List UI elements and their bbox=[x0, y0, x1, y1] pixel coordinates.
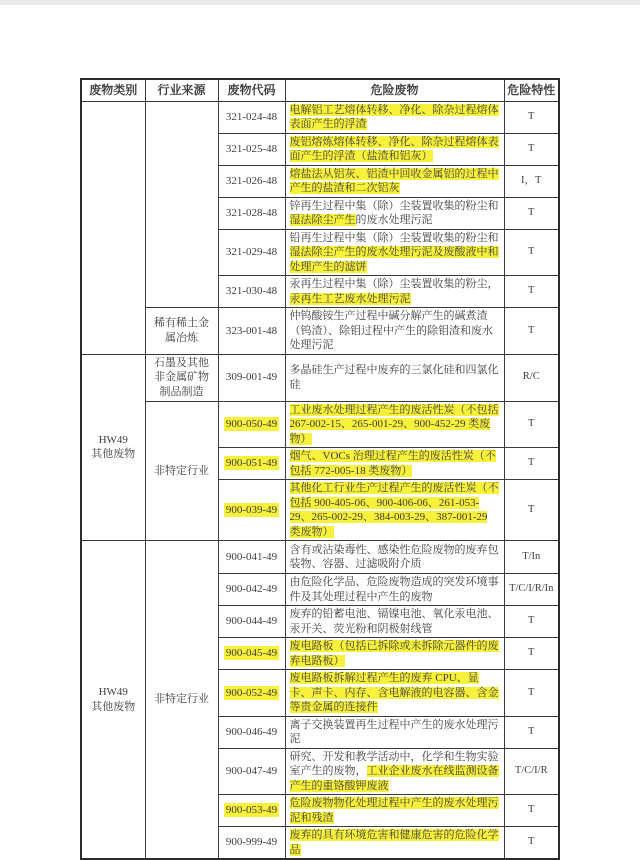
waste-code-cell: 900-047-49 bbox=[218, 748, 285, 795]
waste-code-cell bbox=[218, 670, 285, 717]
text-segment: 锌再生过程中集（除）尘装置收集的粉尘和 bbox=[289, 199, 499, 212]
highlight-segment: 废电路板（包括已拆除或未拆除元器件的废弃电路板） bbox=[289, 640, 499, 667]
hazardous-waste-cell bbox=[285, 716, 504, 748]
industry-source-cell: 稀有稀土金属冶炼 bbox=[145, 308, 218, 355]
highlight-segment: 废弃的具有环境危害和健康危害的危险化学品 bbox=[289, 829, 499, 856]
hazard-property-cell: T/In bbox=[504, 541, 559, 574]
text-segment: 研究、开发和教学活动中，化学和生物实验室产生的废物， bbox=[289, 750, 499, 777]
highlight-segment: 汞再生工艺废水处理污泥 bbox=[289, 292, 411, 305]
hazardous-waste-cell bbox=[285, 795, 504, 827]
hazard-property-cell: T bbox=[504, 795, 559, 827]
hazard-property-cell: T bbox=[504, 827, 559, 860]
waste-code-cell bbox=[218, 480, 285, 541]
highlight-segment: 烟气、VOCs 治理过程产生的废活性炭（不包括 772-005-18 类废物） bbox=[289, 450, 496, 477]
waste-code-cell bbox=[218, 401, 285, 448]
highlighted-code: 900-051-49 bbox=[225, 457, 278, 470]
hazardous-waste-cell bbox=[285, 574, 504, 606]
highlighted-code: 900-052-49 bbox=[225, 686, 278, 699]
table-row bbox=[81, 401, 559, 448]
text-segment: 汞再生过程中集（除）尘装置收集的粉尘， bbox=[289, 278, 499, 290]
category-name: 其他废物 bbox=[91, 448, 136, 461]
text-segment: 离子交换装置再生过程中产生的废水处理污泥 bbox=[289, 718, 499, 745]
text-segment: 仲钨酸铵生产过程中碱分解产生的碱煮渣（钨渣）、除钼过程中产生的除钼渣和废水处理污泥 bbox=[289, 310, 493, 351]
hazardous-waste-cell bbox=[285, 638, 504, 670]
industry-source-cell-empty bbox=[145, 101, 218, 308]
highlight-segment: 湿法除尘产生 bbox=[289, 214, 356, 226]
table-row bbox=[81, 308, 559, 355]
highlight-segment: 工业废水处理过程产生的废活性炭（不包括 267-002-15、265-001-29、900-452-29 类废物） bbox=[289, 403, 499, 445]
industry-source-cell: 非特定行业 bbox=[145, 541, 218, 860]
hazardous-waste-cell bbox=[285, 748, 504, 795]
category-code: HW49 bbox=[98, 686, 128, 698]
hazardous-waste-cell bbox=[285, 448, 504, 480]
hazardous-waste-cell bbox=[285, 229, 504, 276]
hazard-property-cell: T bbox=[504, 670, 559, 717]
header-hazardous-waste: 危险废物 bbox=[285, 79, 504, 101]
waste-category-cell-empty bbox=[81, 101, 145, 354]
hazardous-waste-cell bbox=[285, 480, 504, 541]
header-row bbox=[81, 79, 559, 101]
highlight-segment: 废电路板拆解过程产生的废弃 CPU、显卡、声卡、内存、含电解液的电容器、含金等贵金属的连接件 bbox=[289, 672, 499, 713]
waste-code-cell: 900-044-49 bbox=[218, 606, 285, 638]
highlight-segment: 其他化工行业生产过程产生的废活性炭（不包括 900-405-06、900-406-06、261-053-29、265-002-29、384-003-29、387-001-29 类废物） bbox=[289, 482, 499, 538]
waste-code-cell bbox=[218, 638, 285, 670]
hazardous-waste-cell bbox=[285, 197, 504, 229]
waste-code-cell: 321-025-48 bbox=[218, 133, 285, 165]
waste-code-cell: 321-029-48 bbox=[218, 229, 285, 276]
hazard-property-cell: T bbox=[504, 638, 559, 670]
text-segment: 多晶硅生产过程中废弃的三氯化硅和四氯化硅 bbox=[289, 364, 499, 391]
header-hazard-property: 危险特性 bbox=[504, 79, 559, 101]
hazardous-waste-table bbox=[80, 78, 560, 860]
highlighted-code: 900-039-49 bbox=[225, 503, 278, 516]
hazardous-waste-cell bbox=[285, 354, 504, 401]
waste-category-cell-hw49 bbox=[81, 354, 145, 541]
waste-code-cell: 309-001-49 bbox=[218, 354, 285, 401]
table-row bbox=[81, 101, 559, 133]
waste-code-cell: 900-042-49 bbox=[218, 574, 285, 606]
hazard-property-cell: T bbox=[504, 229, 559, 276]
waste-code-cell: 321-024-48 bbox=[218, 101, 285, 133]
industry-source-cell: 石墨及其他非金属矿物制品制造 bbox=[145, 354, 218, 401]
hazard-property-cell: T bbox=[504, 101, 559, 133]
hazard-property-cell: T bbox=[504, 197, 559, 229]
hazardous-waste-cell bbox=[285, 133, 504, 165]
hazardous-waste-cell bbox=[285, 165, 504, 197]
waste-code-cell: 900-999-49 bbox=[218, 827, 285, 860]
header-waste-category: 废物类别 bbox=[81, 79, 145, 101]
highlight-segment: 熔盐法从铝灰、铝渣中回收金属铝的过程中产生的盐渣和二次铝灰 bbox=[289, 167, 499, 194]
hazardous-waste-cell bbox=[285, 308, 504, 355]
waste-code-cell: 323-001-48 bbox=[218, 308, 285, 355]
waste-code-cell: 321-026-48 bbox=[218, 165, 285, 197]
waste-code-cell: 321-030-48 bbox=[218, 276, 285, 308]
waste-category-cell-hw49 bbox=[81, 541, 145, 860]
header-industry-source: 行业来源 bbox=[145, 79, 218, 101]
hazardous-waste-cell bbox=[285, 827, 504, 860]
highlighted-code: 900-045-49 bbox=[225, 647, 278, 660]
highlight-segment: 电解铝工艺熔体转移、净化、除杂过程熔体表面产生的浮渣 bbox=[289, 103, 499, 130]
hazardous-waste-cell bbox=[285, 670, 504, 717]
table-row bbox=[81, 541, 559, 574]
hazard-property-cell: T bbox=[504, 606, 559, 638]
highlighted-code: 900-050-49 bbox=[225, 418, 278, 430]
text-segment: 铅再生过程中集（除）尘装置收集的粉尘和 bbox=[289, 231, 499, 244]
hazard-property-cell: T bbox=[504, 716, 559, 748]
text-segment: 的废水处理污泥 bbox=[355, 214, 433, 226]
industry-source-cell: 非特定行业 bbox=[145, 401, 218, 541]
text-segment: 废弃的铅蓄电池、镉镍电池、氧化汞电池、汞开关、荧光粉和阴极射线管 bbox=[289, 608, 499, 635]
highlight-segment: 废铝熔炼熔体转移、净化、除杂过程熔体表面产生的浮渣（盐渣和铝灰） bbox=[289, 135, 499, 162]
hazard-property-cell: T bbox=[504, 276, 559, 308]
hazardous-waste-cell bbox=[285, 541, 504, 574]
waste-code-cell: 900-041-49 bbox=[218, 541, 285, 574]
category-code: HW49 bbox=[98, 433, 128, 446]
highlight-segment: 危险废物物化处理过程中产生的废水处理污泥和残渣 bbox=[289, 797, 499, 824]
hazard-property-cell: T/C/I/R bbox=[504, 748, 559, 795]
hazardous-waste-cell bbox=[285, 101, 504, 133]
hazard-property-cell: T bbox=[504, 308, 559, 355]
waste-code-cell: 321-028-48 bbox=[218, 197, 285, 229]
scan-edge-shadow bbox=[0, 0, 640, 5]
waste-code-cell: 900-046-49 bbox=[218, 716, 285, 748]
waste-code-cell bbox=[218, 448, 285, 480]
highlighted-code: 900-053-49 bbox=[225, 804, 278, 817]
text-segment: 含有或沾染毒性、感染性危险废物的废弃包装物、容器、过滤吸附介质 bbox=[289, 543, 499, 570]
waste-code-cell bbox=[218, 795, 285, 827]
hazard-property-cell: T bbox=[504, 401, 559, 448]
hazard-property-cell: T bbox=[504, 133, 559, 165]
hazard-property-cell: T bbox=[504, 448, 559, 480]
highlight-segment: 湿法除尘产生的废水处理污泥及废酸液中和处理产生的滤饼 bbox=[289, 246, 499, 273]
hazard-property-cell: T bbox=[504, 480, 559, 541]
hazard-property-cell: T/C/I/R/In bbox=[504, 574, 559, 606]
table-row bbox=[81, 354, 559, 401]
hazardous-waste-cell bbox=[285, 401, 504, 448]
highlight-segment: 工业企业废水在线监测设备产生的重铬酸钾废液 bbox=[289, 765, 499, 792]
text-segment: 由危险化学品、危险废物造成的突发环境事件及其处理过程中产生的废物 bbox=[289, 576, 499, 603]
hazardous-waste-cell bbox=[285, 606, 504, 638]
category-name: 其他废物 bbox=[91, 700, 136, 713]
hazard-property-cell: R/C bbox=[504, 354, 559, 401]
hazard-property-cell: I，T bbox=[504, 165, 559, 197]
header-waste-code: 废物代码 bbox=[218, 79, 285, 101]
hazardous-waste-cell bbox=[285, 276, 504, 308]
